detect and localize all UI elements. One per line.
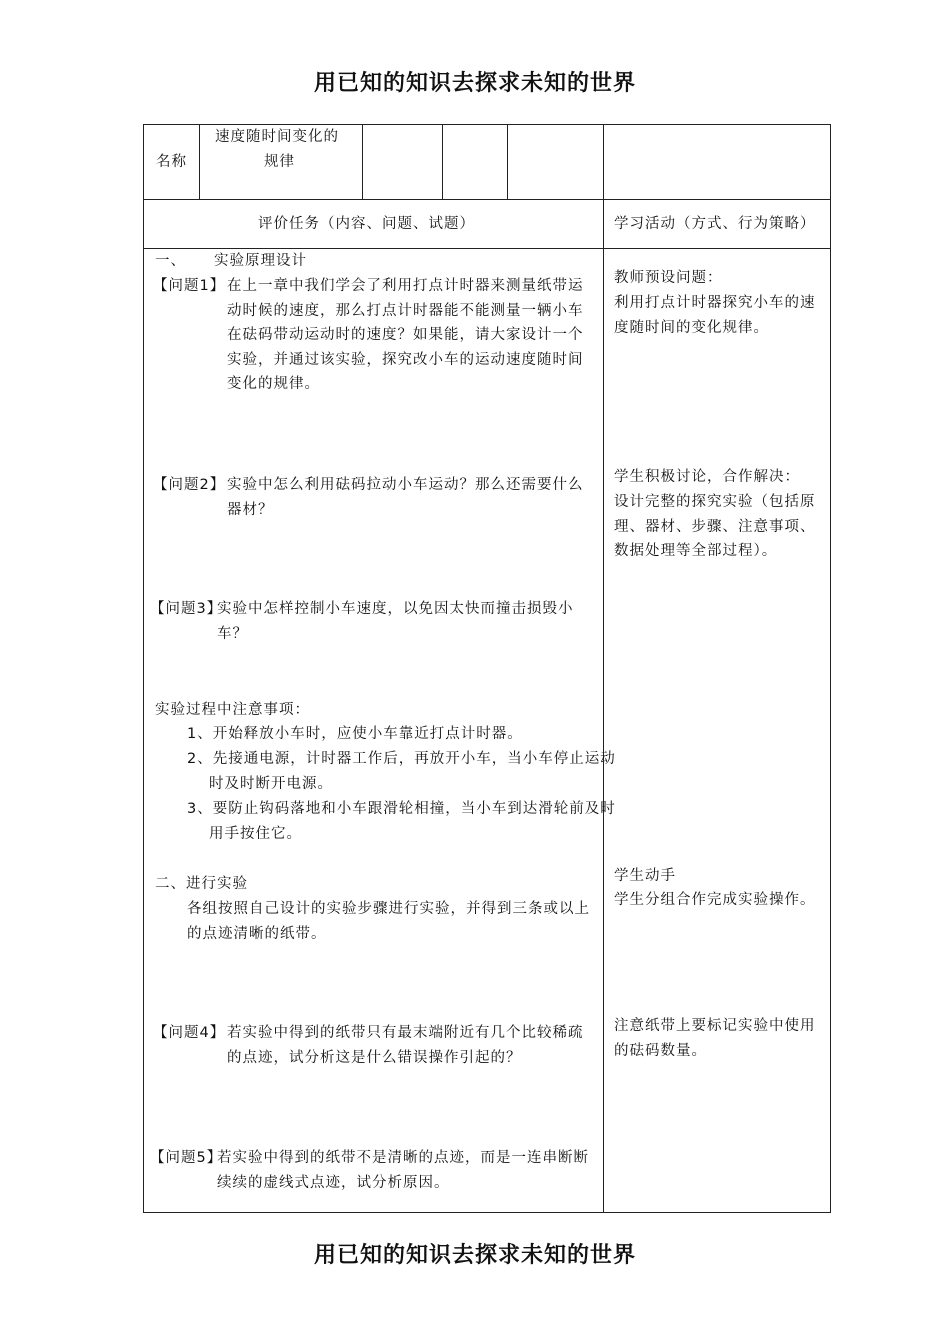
activity-3-title: 学生动手 [614,868,676,884]
question-1-label: 【问题1】 [153,278,226,294]
section-1-title: 一、 实验原理设计 [155,253,308,269]
question-5-label: 【问题5】 [150,1150,223,1166]
question-1-text: 在上一章中我们学会了利用打点计时器来测量纸带运动时候的速度，那么打点计时器能不能测量一辆小车在砝码带动运动时的速度？如果能，请大家设计一个实验，并通过该实验，探究改小车的运动速度随时间变化的规律。 [227,278,584,392]
name-label: 名称 [156,154,187,170]
question-2-text: 实验中怎么利用砝码拉动小车运动？那么还需要什么器材？ [227,477,584,518]
activity-2-title: 学生积极讨论，合作解决： [614,469,800,485]
question-2 [153,473,597,523]
section-2-text: 各组按照自己设计的实验步骤进行实验，并得到三条或以上的点迹清晰的纸带。 [187,901,590,942]
page-footer-title: 用已知的知识去探求未知的世界 [313,1243,636,1268]
activity-1-text: 利用打点计时器探究小车的速度随时间的变化规律。 [614,295,816,336]
row-divider-1 [143,199,831,200]
activity-1-title: 教师预设问题： [614,270,723,286]
activity-3-text: 学生分组合作完成实验操作。 [614,892,816,908]
info-divider-1 [199,124,200,199]
right-column-header: 学习活动（方式、行为策略） [614,216,816,232]
question-3 [150,597,597,647]
question-5 [150,1146,597,1196]
name-value-line2: 规律 [264,154,295,170]
notes-item-2: 2、先接通电源，计时器工作后，再放开小车，当小车停止运动时及时断开电源。 [187,751,616,792]
activity-4-text: 注意纸带上要标记实验中使用的砝码数量。 [614,1018,816,1059]
notes-title: 实验过程中注意事项： [155,702,310,718]
question-5-text: 若实验中得到的纸带不是清晰的点迹，而是一连串断断续续的虚线式点迹，试分析原因。 [217,1150,589,1191]
question-4-label: 【问题4】 [153,1025,226,1041]
question-4 [153,1021,597,1071]
question-3-text: 实验中怎样控制小车速度，以免因太快而撞击损毁小车？ [217,601,574,642]
left-column-header: 评价任务（内容、问题、试题） [258,216,475,232]
column-divider-main [603,124,604,1213]
info-divider-2 [362,124,363,199]
notes-item-1: 1、开始释放小车时，应使小车靠近打点计时器。 [187,726,523,742]
question-1 [153,274,597,404]
name-value-line1: 速度随时间变化的 [215,129,339,145]
activity-2-text: 设计完整的探究实验（包括原理、器材、步骤、注意事项、数据处理等全部过程）。 [614,494,816,559]
section-2-title: 二、进行实验 [155,876,248,892]
page-header-title: 用已知的知识去探求未知的世界 [313,71,636,96]
question-4-text: 若实验中得到的纸带只有最末端附近有几个比较稀疏的点迹，试分析这是什么错误操作引起的？ [227,1025,584,1066]
question-2-label: 【问题2】 [153,477,226,493]
info-divider-3 [442,124,443,199]
question-3-label: 【问题3】 [150,601,223,617]
info-divider-4 [507,124,508,199]
notes-item-3: 3、要防止钩码落地和小车跟滑轮相撞，当小车到达滑轮前及时用手按住它。 [187,801,616,842]
